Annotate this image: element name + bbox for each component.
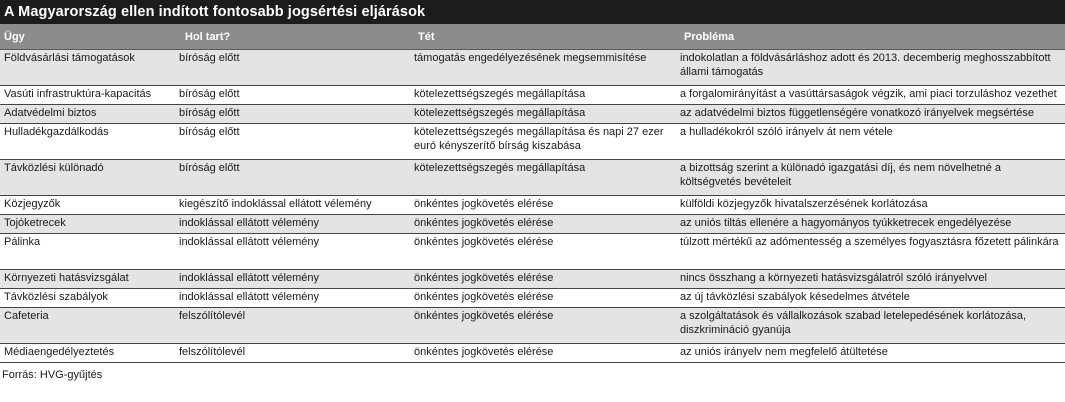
cell-case: Vasúti infrastruktúra-kapacitás <box>0 86 177 105</box>
column-header-stake: Tét <box>412 24 680 50</box>
cell-status: indoklással ellátott vélemény <box>177 215 412 234</box>
cell-stake: önkéntes jogkövetés elérése <box>412 215 680 234</box>
cell-problem: a szolgáltatások és vállalkozások szabad letelepedésének korlátozása, diszkrimináció gyanúja <box>680 308 1065 344</box>
table-row <box>0 344 1065 363</box>
table-row <box>0 124 1065 160</box>
cell-case: Tojóketrecek <box>0 215 177 234</box>
cell-status: felszólítólevél <box>177 308 412 344</box>
cell-stake: kötelezettségszegés megállapítása és napi 27 ezer euró kényszerítő bírság kiszabása <box>412 124 680 160</box>
cell-problem: nincs összhang a környezeti hatásvizsgálatról szóló irányelvvel <box>680 270 1065 289</box>
cell-case: Hulladékgazdálkodás <box>0 124 177 160</box>
cell-problem: a forgalomirányítást a vasúttársaságok végzik, ami piaci torzuláshoz vezethet <box>680 86 1065 105</box>
column-header-status: Hol tart? <box>177 24 412 50</box>
cell-problem: az új távközlési szabályok késedelmes átvétele <box>680 289 1065 308</box>
table-row <box>0 160 1065 196</box>
source-note: Forrás: HVG-gyűjtés <box>2 369 103 381</box>
table-row <box>0 234 1065 270</box>
cell-stake: önkéntes jogkövetés elérése <box>412 234 680 270</box>
cell-stake: önkéntes jogkövetés elérése <box>412 289 680 308</box>
cell-problem: túlzott mértékű az adómentesség a személyes fogyasztásra főzetett pálinkára <box>680 234 1065 270</box>
table-row <box>0 215 1065 234</box>
table-row <box>0 270 1065 289</box>
cell-stake: önkéntes jogkövetés elérése <box>412 270 680 289</box>
cell-case: Távközlési különadó <box>0 160 177 196</box>
cell-problem: a hulladékokról szóló irányelv át nem vétele <box>680 124 1065 160</box>
cell-case: Környezeti hatásvizsgálat <box>0 270 177 289</box>
cell-status: indoklással ellátott vélemény <box>177 270 412 289</box>
table-row <box>0 308 1065 344</box>
cell-stake: támogatás engedélyezésének megsemmisítése <box>412 50 680 86</box>
table-row <box>0 105 1065 124</box>
table-title: A Magyarország ellen indított fontosabb jogsértési eljárások <box>0 0 1065 24</box>
cell-status: bíróság előtt <box>177 50 412 86</box>
cell-status: indoklással ellátott vélemény <box>177 234 412 270</box>
column-header-problem: Probléma <box>680 24 1065 50</box>
table-row <box>0 86 1065 105</box>
cell-status: bíróság előtt <box>177 105 412 124</box>
column-header-case: Ügy <box>0 24 177 50</box>
cell-stake: önkéntes jogkövetés elérése <box>412 196 680 215</box>
cell-problem: indokolatlan a földvásárláshoz adott és 2013. decemberig meghosszabbított állami támogatás <box>680 50 1065 86</box>
cell-case: Adatvédelmi biztos <box>0 105 177 124</box>
cell-stake: önkéntes jogkövetés elérése <box>412 344 680 363</box>
cell-stake: kötelezettségszegés megállapítása <box>412 160 680 196</box>
cell-stake: kötelezettségszegés megállapítása <box>412 105 680 124</box>
table-row <box>0 50 1065 86</box>
cell-case: Médiaengedélyeztetés <box>0 344 177 363</box>
cell-status: bíróság előtt <box>177 160 412 196</box>
cell-problem: az uniós tiltás ellenére a hagyományos tyúkketrecek engedélyezése <box>680 215 1065 234</box>
cell-case: Földvásárlási támogatások <box>0 50 177 86</box>
cell-case: Távközlési szabályok <box>0 289 177 308</box>
cell-case: Cafeteria <box>0 308 177 344</box>
table-row <box>0 289 1065 308</box>
header-row <box>0 24 1065 50</box>
cell-stake: kötelezettségszegés megállapítása <box>412 86 680 105</box>
cell-case: Pálinka <box>0 234 177 270</box>
cell-stake: önkéntes jogkövetés elérése <box>412 308 680 344</box>
infringement-table <box>0 24 1065 363</box>
cell-status: kiegészítő indoklással ellátott vélemény <box>177 196 412 215</box>
cell-status: bíróság előtt <box>177 124 412 160</box>
cell-problem: a bizottság szerint a különadó igazgatási díj, és nem növelhetné a költségvetés bevételeit <box>680 160 1065 196</box>
cell-status: bíróság előtt <box>177 86 412 105</box>
cell-case: Közjegyzők <box>0 196 177 215</box>
cell-problem: az uniós irányelv nem megfelelő átültetése <box>680 344 1065 363</box>
table-row <box>0 196 1065 215</box>
cell-problem: külföldi közjegyzők hivatalszerzésének korlátozása <box>680 196 1065 215</box>
cell-problem: az adatvédelmi biztos függetlenségére vonatkozó irányelvek megsértése <box>680 105 1065 124</box>
cell-status: indoklással ellátott vélemény <box>177 289 412 308</box>
cell-status: felszólítólevél <box>177 344 412 363</box>
